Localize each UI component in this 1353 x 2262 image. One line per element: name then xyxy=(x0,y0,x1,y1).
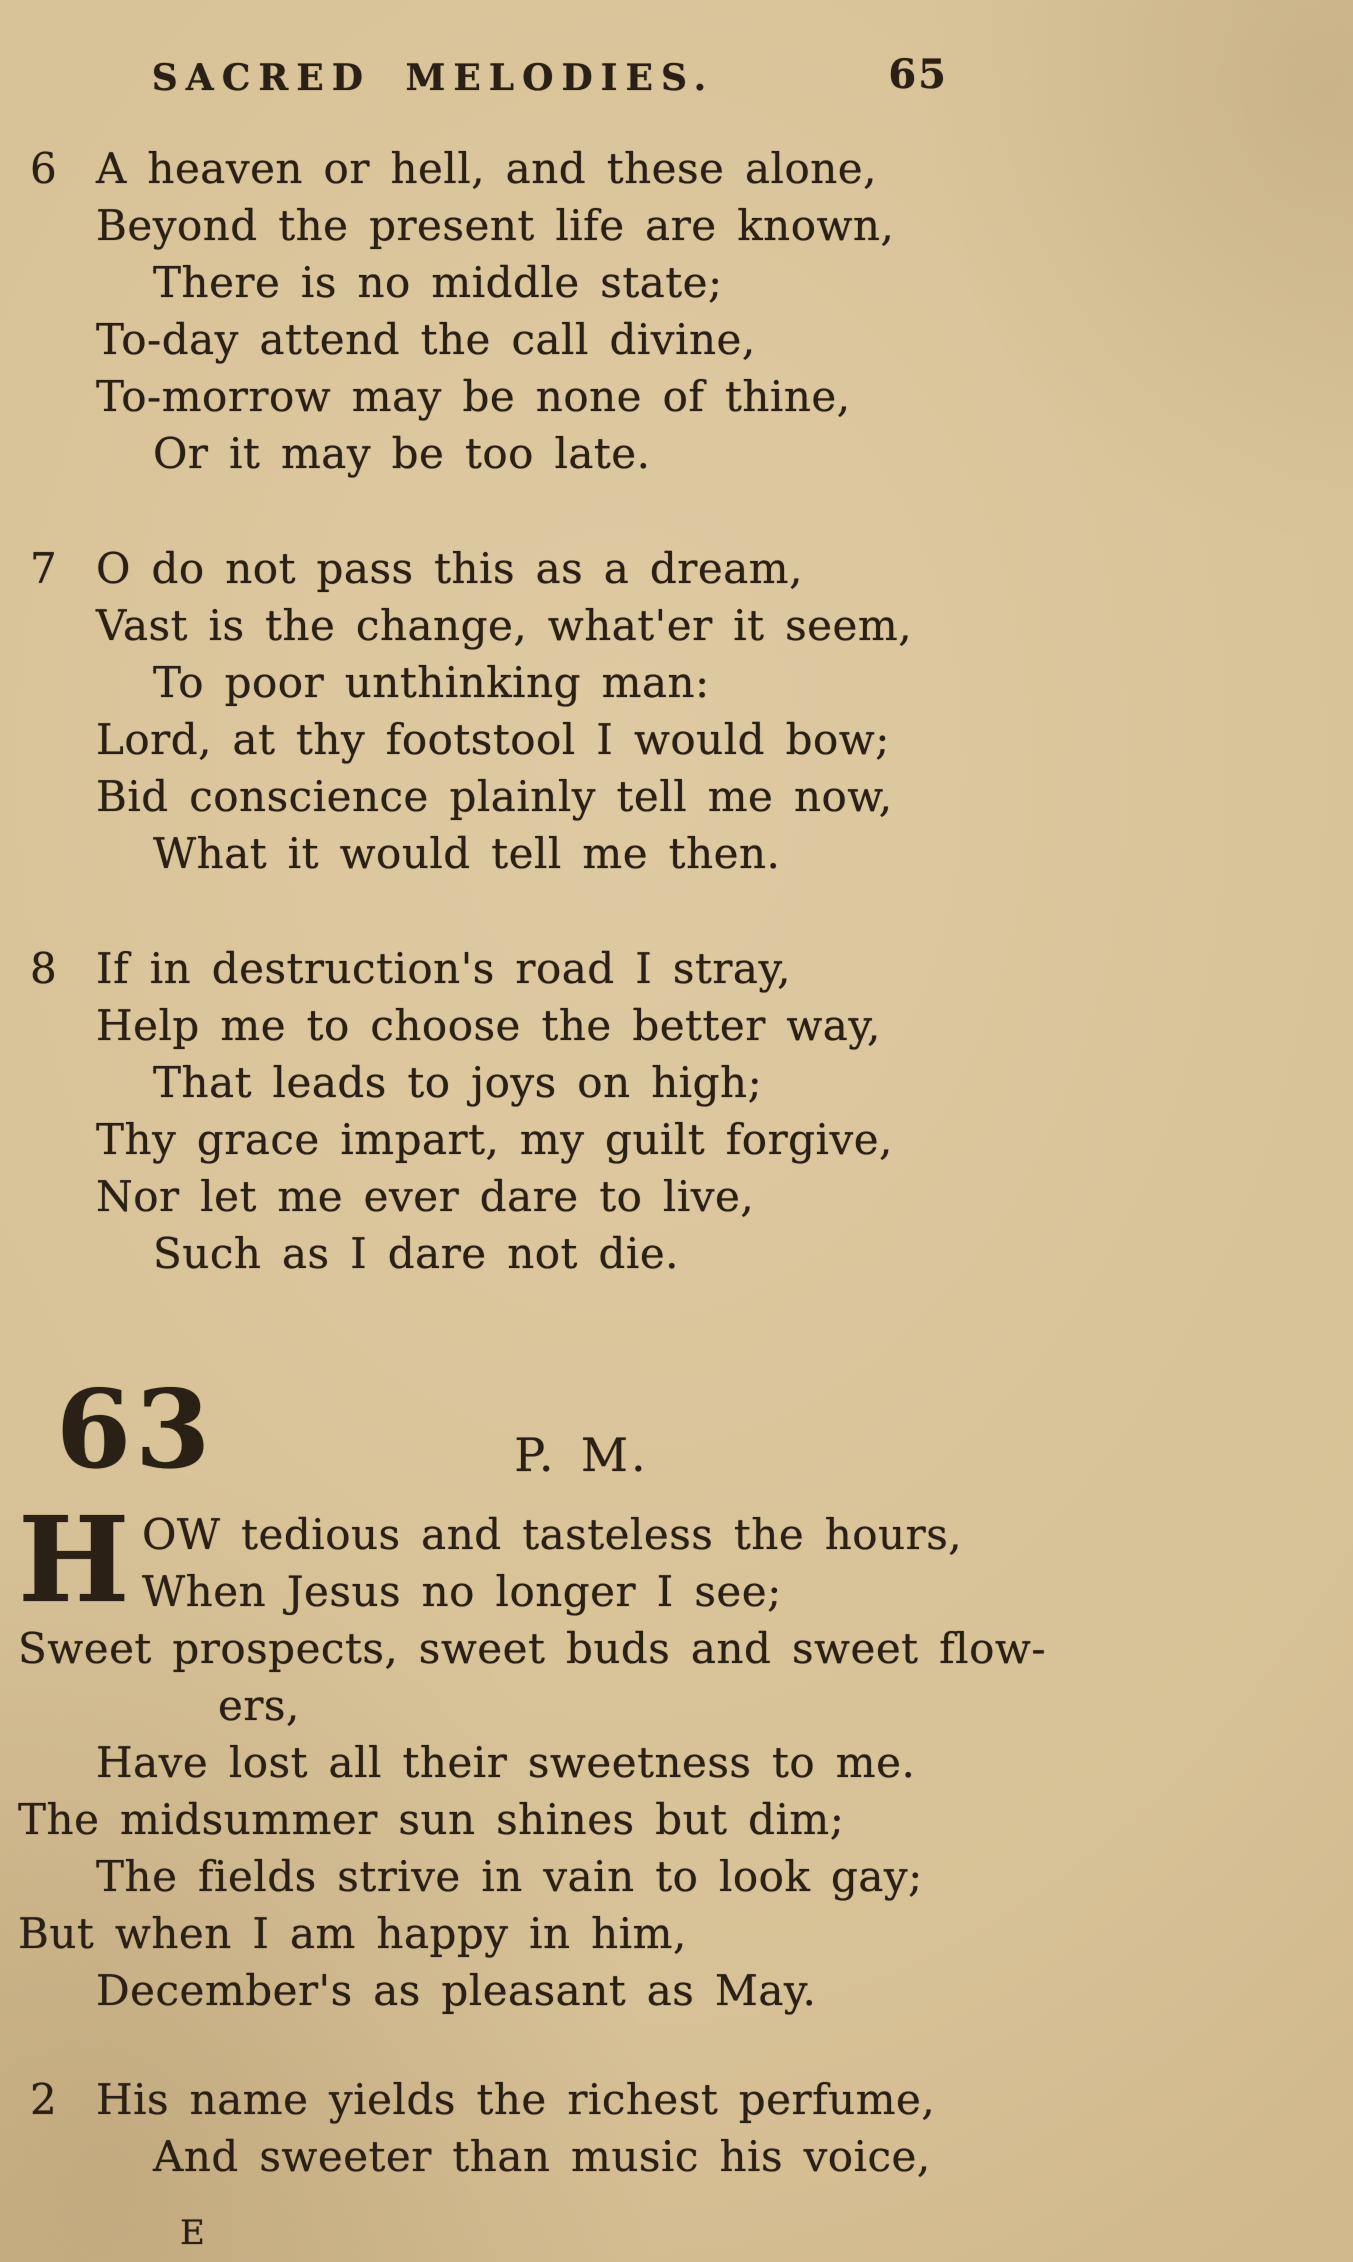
verse-line: Have lost all their sweetness to me. xyxy=(96,1738,916,1787)
verse-line: And sweeter than music his voice, xyxy=(153,2132,931,2181)
stanza-number: 8 xyxy=(30,944,58,993)
verse-line: When Jesus no longer I see; xyxy=(142,1567,782,1616)
verse-line: There is no middle state; xyxy=(153,258,723,307)
verse-line: What it would tell me then. xyxy=(153,829,781,878)
verse-line: Or it may be too late. xyxy=(153,429,651,478)
verse-line: Vast is the change, what'er it seem, xyxy=(96,601,913,650)
verse-line: Help me to choose the better way, xyxy=(96,1001,881,1050)
hymn-meter: P. M. xyxy=(514,1428,649,1482)
hymn-heading xyxy=(18,1340,958,1493)
verse-line: His name yields the richest perfume, xyxy=(96,2075,936,2124)
verse-line: That leads to joys on high; xyxy=(153,1058,763,1107)
verse-line: But when I am happy in him, xyxy=(18,1909,687,1958)
page-number: 65 xyxy=(888,51,948,98)
verse-line: Bid conscience plainly tell me now, xyxy=(96,772,893,821)
verse-line: Thy grace impart, my guilt forgive, xyxy=(96,1115,893,1164)
verse-line: A heaven or hell, and these alone, xyxy=(96,144,877,193)
verse-line: To poor unthinking man: xyxy=(153,658,710,707)
verse-line: Beyond the present life are known, xyxy=(96,201,895,250)
page-content xyxy=(18,0,1047,2262)
verse-line: If in destruction's road I stray, xyxy=(96,944,791,993)
verse-line: ers, xyxy=(218,1681,300,1730)
verse-line: December's as pleasant as May. xyxy=(96,1966,817,2015)
verse-line: To-day attend the call divine, xyxy=(96,315,756,364)
verse-line: Sweet prospects, sweet buds and sweet flow- xyxy=(18,1624,1047,1673)
verse-line: Nor let me ever dare to live, xyxy=(96,1172,755,1221)
stanza-8 xyxy=(18,940,958,1282)
printer-signature-mark: E xyxy=(180,2213,207,2253)
verse-line: OW tedious and tasteless the hours, xyxy=(142,1510,963,1559)
stanza-6 xyxy=(18,140,958,482)
page-header xyxy=(18,50,958,108)
verse-line: The midsummer sun shines but dim; xyxy=(18,1795,845,1844)
hymn-stanza-1 xyxy=(18,1490,1047,2019)
running-title: SACRED MELODIES. xyxy=(151,57,715,99)
verse-line: Such as I dare not die. xyxy=(153,1229,680,1278)
stanza-number: 7 xyxy=(30,544,58,593)
hymn-stanza-2 xyxy=(18,2071,958,2185)
verse-line: To-morrow may be none of thine, xyxy=(96,372,851,421)
stanza-number: 6 xyxy=(30,144,58,193)
dropcap-initial: H xyxy=(18,1490,130,1629)
verse-line: The fields strive in vain to look gay; xyxy=(96,1852,923,1901)
stanza-number: 2 xyxy=(30,2075,58,2124)
stanza-7 xyxy=(18,540,958,882)
verse-line: O do not pass this as a dream, xyxy=(96,544,803,593)
verse-line: Lord, at thy footstool I would bow; xyxy=(96,715,890,764)
hymn-number: 63 xyxy=(56,1367,215,1493)
